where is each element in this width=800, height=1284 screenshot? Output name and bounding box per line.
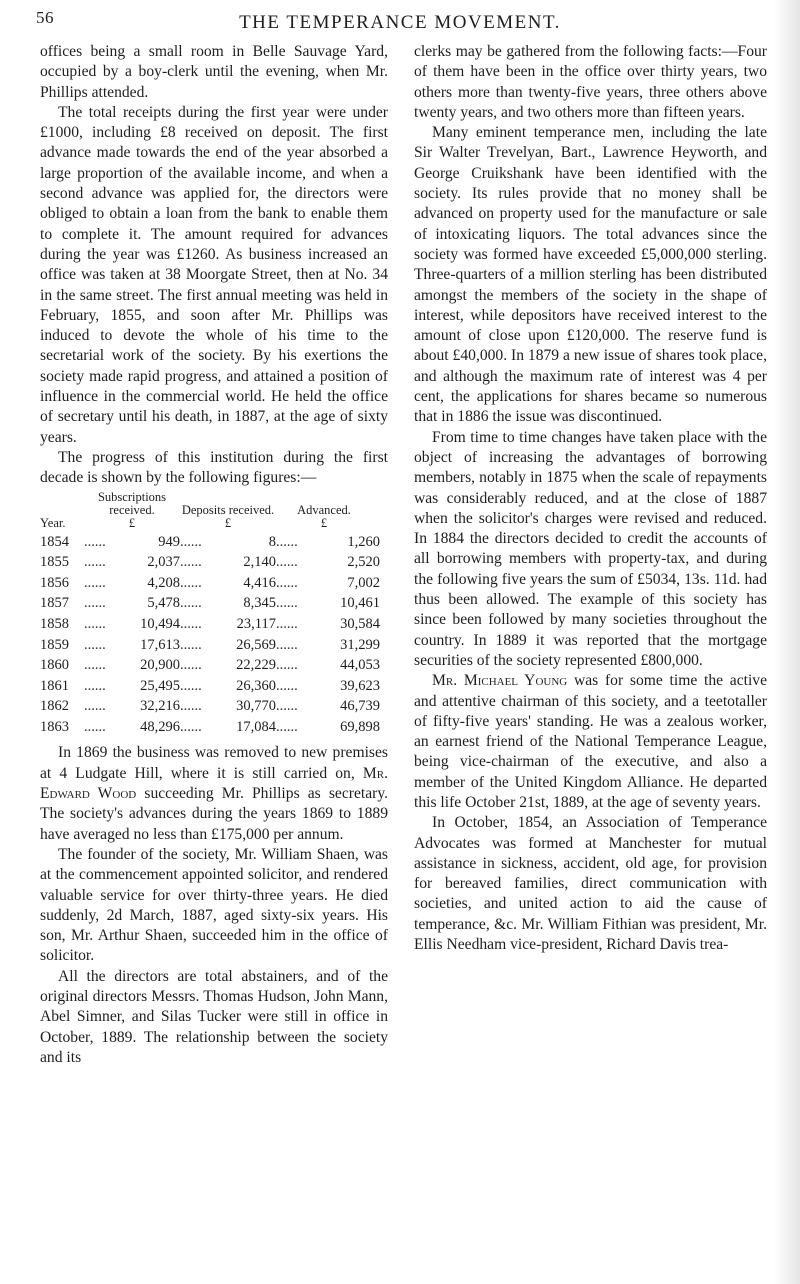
leader-dots: ...... bbox=[84, 574, 106, 591]
advanced-cell: 7,002 bbox=[347, 574, 380, 591]
leader-dots: ...... bbox=[84, 677, 106, 694]
year-cell: 1861 bbox=[40, 677, 69, 694]
leader-dots: ...... bbox=[180, 574, 202, 591]
leader-dots: ...... bbox=[180, 595, 202, 612]
leader-dots: ...... bbox=[180, 615, 202, 632]
deposits-cell: 23,117 bbox=[236, 615, 276, 632]
running-title: THE TEMPERANCE MOVEMENT. bbox=[239, 12, 561, 33]
person-name: Mr. Michael Young bbox=[432, 672, 568, 690]
leader-dots: ...... bbox=[276, 718, 298, 735]
header-unit: £ bbox=[224, 515, 232, 530]
year-cell: 1862 bbox=[40, 698, 69, 715]
leader-dots: ...... bbox=[180, 677, 202, 694]
leader-dots: ...... bbox=[276, 657, 298, 674]
leader-dots: ...... bbox=[84, 615, 106, 632]
page-edge-shadow bbox=[774, 0, 800, 1284]
table-header bbox=[40, 491, 388, 530]
header-deposits: Deposits received. bbox=[181, 502, 275, 517]
subscriptions-cell: 4,208 bbox=[147, 574, 180, 591]
leader-dots: ...... bbox=[180, 718, 202, 735]
subscriptions-cell: 25,495 bbox=[140, 677, 180, 694]
year-cell: 1856 bbox=[40, 574, 69, 591]
year-cell: 1859 bbox=[40, 636, 69, 653]
header-subscriptions: Subscriptions received. bbox=[97, 489, 167, 517]
table-row bbox=[40, 717, 388, 738]
leader-dots: ...... bbox=[276, 615, 298, 632]
subscriptions-cell: 949 bbox=[158, 533, 180, 550]
paragraph: Mr. Michael Young was for some time the active and attentive chairman of this society, and a teetotaller of fifty-five years' standing. He was a zealous worker, an earnest friend of the National Temperance League, being vice-chairman of the executive, and also a member of the United Kingdom Alliance. He departed this life October 21st, 1889, at the age of seventy years. bbox=[414, 672, 768, 811]
advanced-cell: 39,623 bbox=[340, 677, 380, 694]
paragraph: The total receipts during the first year were under £1000, including £8 received on deposit. The first advance made towards the end of the year absorbed a large proportion of the available income, and when a second advance was applied for, the directors were obliged to obtain a loan from the bank to enable them to complete it. The amount required for advances during the year was £1260. As business increased an office was taken at 38 Moorgate Street, then at No. 34 in the same street. The first annual meeting was held in February, 1855, and soon after Mr. Phillips was induced to devote the whole of his time to the secretarial work of the society. By his exertions the society made rapid progress, and attained a position of influence in the commercial world. He held the office of secretary until his death, in 1887, at the age of sixty years. bbox=[40, 103, 388, 446]
year-cell: 1857 bbox=[40, 595, 69, 612]
advanced-cell: 44,053 bbox=[340, 657, 380, 674]
deposits-cell: 22,229 bbox=[236, 657, 276, 674]
header-year: Year. bbox=[40, 515, 66, 530]
paragraph: The progress of this institution during the first decade is shown by the following figures:— bbox=[40, 448, 388, 487]
page-number: 56 bbox=[36, 8, 54, 27]
paragraph: From time to time changes have taken place with the object of increasing the advantages of borrowing members, notably in 1875 when the scale of repayments was considerably reduced, and at the close of 1887 when the solicitor's charges were revised and reduced. In 1884 the directors decided to credit the accounts of all borrowing members with property-tax, and during the following five years the sum of £5034, 13s. 11d. had thus been allowed. The example of this society has since been followed by many societies throughout the country. In 1889 it was reported that the mortgage securities of the society represented £800,000. bbox=[414, 428, 767, 669]
paragraph: clerks may be gathered from the following facts:—Four of them have been in the office over thirty years, two others more than twenty-five years, three others above twenty years, and two others more than fifteen years. bbox=[414, 43, 767, 121]
advanced-cell: 69,898 bbox=[340, 718, 380, 735]
leader-dots: ...... bbox=[276, 574, 298, 591]
person-name: Mr. Edward Wood bbox=[40, 764, 388, 803]
advanced-cell: 2,520 bbox=[347, 554, 380, 571]
advanced-cell: 30,584 bbox=[340, 615, 380, 632]
leader-dots: ...... bbox=[276, 698, 298, 715]
deposits-cell: 8 bbox=[268, 533, 276, 550]
year-cell: 1863 bbox=[40, 718, 69, 735]
advanced-cell: 46,739 bbox=[340, 698, 380, 715]
leader-dots: ...... bbox=[276, 636, 298, 653]
subscriptions-cell: 32,216 bbox=[140, 698, 180, 715]
subscriptions-cell: 48,296 bbox=[140, 718, 180, 735]
leader-dots: ...... bbox=[84, 554, 106, 571]
paragraph: Many eminent temperance men, including the late Sir Walter Trevelyan, Bart., Lawrence Heyworth, and George Cruikshank have been identified with the society. Its rules provide that no money shall be advanced on property used for the manufacture or sale of intoxicating liquors. The total advances since the society was formed have exceeded £5,000,000 sterling. Three-quarters of a million sterling has been distributed amongst the members of the society in the shape of interest, while depositors have received interest to the amount of close upon £120,000. The reserve fund is about £40,000. In 1879 a new issue of shares took place, and although the maximum rate of interest was 4 per cent, the applications for shares became so numerous that in 1886 the issue was discontinued. bbox=[414, 124, 767, 426]
table-body bbox=[40, 532, 388, 738]
header-unit: £ bbox=[320, 515, 328, 530]
paragraph: In 1869 the business was removed to new premises at 4 Ludgate Hill, where it is still carried on, Mr. Edward Wood succeeding Mr. Phillips as secretary. The society's advances during the years 1869 to 1889 have averaged no less than £175,000 per annum. bbox=[40, 744, 389, 843]
table-row bbox=[40, 593, 388, 614]
year-cell: 1860 bbox=[40, 657, 69, 674]
table-row bbox=[40, 532, 388, 553]
table-row bbox=[40, 676, 388, 697]
table-row bbox=[40, 655, 388, 676]
deposits-cell: 26,360 bbox=[236, 677, 276, 694]
paragraph: In October, 1854, an Association of Temperance Advocates was formed at Manchester for mutual assistance in sickness, accident, old age, for provision for bereaved families, direct communication with societies, and united action to aid the cause of temperance, &c. Mr. William Fithian was president, Mr. Ellis Needham vice-president, Richard Davis trea- bbox=[414, 814, 767, 954]
leader-dots: ...... bbox=[180, 533, 202, 550]
paragraph: All the directors are total abstainers, and of the original directors Messrs. Thomas Hudson, John Mann, Abel Simner, and Silas Tucker were still in office in October, 1889. The relationship between the society and its bbox=[40, 967, 388, 1066]
leader-dots: ...... bbox=[84, 718, 106, 735]
advanced-cell: 31,299 bbox=[340, 636, 380, 653]
table-row bbox=[40, 552, 388, 573]
table-row bbox=[40, 573, 388, 594]
left-column bbox=[40, 42, 388, 1068]
right-column bbox=[414, 42, 767, 955]
deposits-cell: 17,084 bbox=[236, 718, 276, 735]
paragraph: The founder of the society, Mr. William Shaen, was at the commencement appointed solicitor, and rendered valuable service for over thirty-three years. He died suddenly, 2d March, 1887, aged sixty-six years. His son, Mr. Arthur Shaen, succeeded him in the office of solicitor. bbox=[40, 845, 388, 965]
deposits-cell: 8,345 bbox=[243, 595, 276, 612]
leader-dots: ...... bbox=[276, 595, 298, 612]
deposits-cell: 26,569 bbox=[236, 636, 276, 653]
leader-dots: ...... bbox=[84, 698, 106, 715]
leader-dots: ...... bbox=[276, 554, 298, 571]
progress-table bbox=[40, 491, 388, 738]
header-unit: £ bbox=[128, 515, 136, 530]
deposits-cell: 30,770 bbox=[236, 698, 276, 715]
leader-dots: ...... bbox=[84, 595, 106, 612]
subscriptions-cell: 10,494 bbox=[140, 615, 180, 632]
leader-dots: ...... bbox=[180, 657, 202, 674]
leader-dots: ...... bbox=[276, 677, 298, 694]
leader-dots: ...... bbox=[276, 533, 298, 550]
deposits-cell: 2,140 bbox=[243, 554, 276, 571]
leader-dots: ...... bbox=[180, 698, 202, 715]
subscriptions-cell: 17,613 bbox=[140, 636, 180, 653]
table-row bbox=[40, 635, 388, 656]
leader-dots: ...... bbox=[180, 554, 202, 571]
leader-dots: ...... bbox=[84, 636, 106, 653]
paragraph: offices being a small room in Belle Sauvage Yard, occupied by a boy-clerk until the evening, when Mr. Phillips attended. bbox=[40, 43, 388, 101]
year-cell: 1855 bbox=[40, 554, 69, 571]
deposits-cell: 4,416 bbox=[243, 574, 276, 591]
table-row bbox=[40, 614, 388, 635]
table-row bbox=[40, 696, 388, 717]
subscriptions-cell: 20,900 bbox=[140, 657, 180, 674]
leader-dots: ...... bbox=[84, 533, 106, 550]
subscriptions-cell: 2,037 bbox=[147, 554, 180, 571]
subscriptions-cell: 5,478 bbox=[147, 595, 180, 612]
advanced-cell: 1,260 bbox=[347, 533, 380, 550]
header-advanced: Advanced. bbox=[297, 502, 351, 517]
leader-dots: ...... bbox=[180, 636, 202, 653]
leader-dots: ...... bbox=[84, 657, 106, 674]
year-cell: 1858 bbox=[40, 615, 69, 632]
advanced-cell: 10,461 bbox=[340, 595, 380, 612]
year-cell: 1854 bbox=[40, 533, 69, 550]
